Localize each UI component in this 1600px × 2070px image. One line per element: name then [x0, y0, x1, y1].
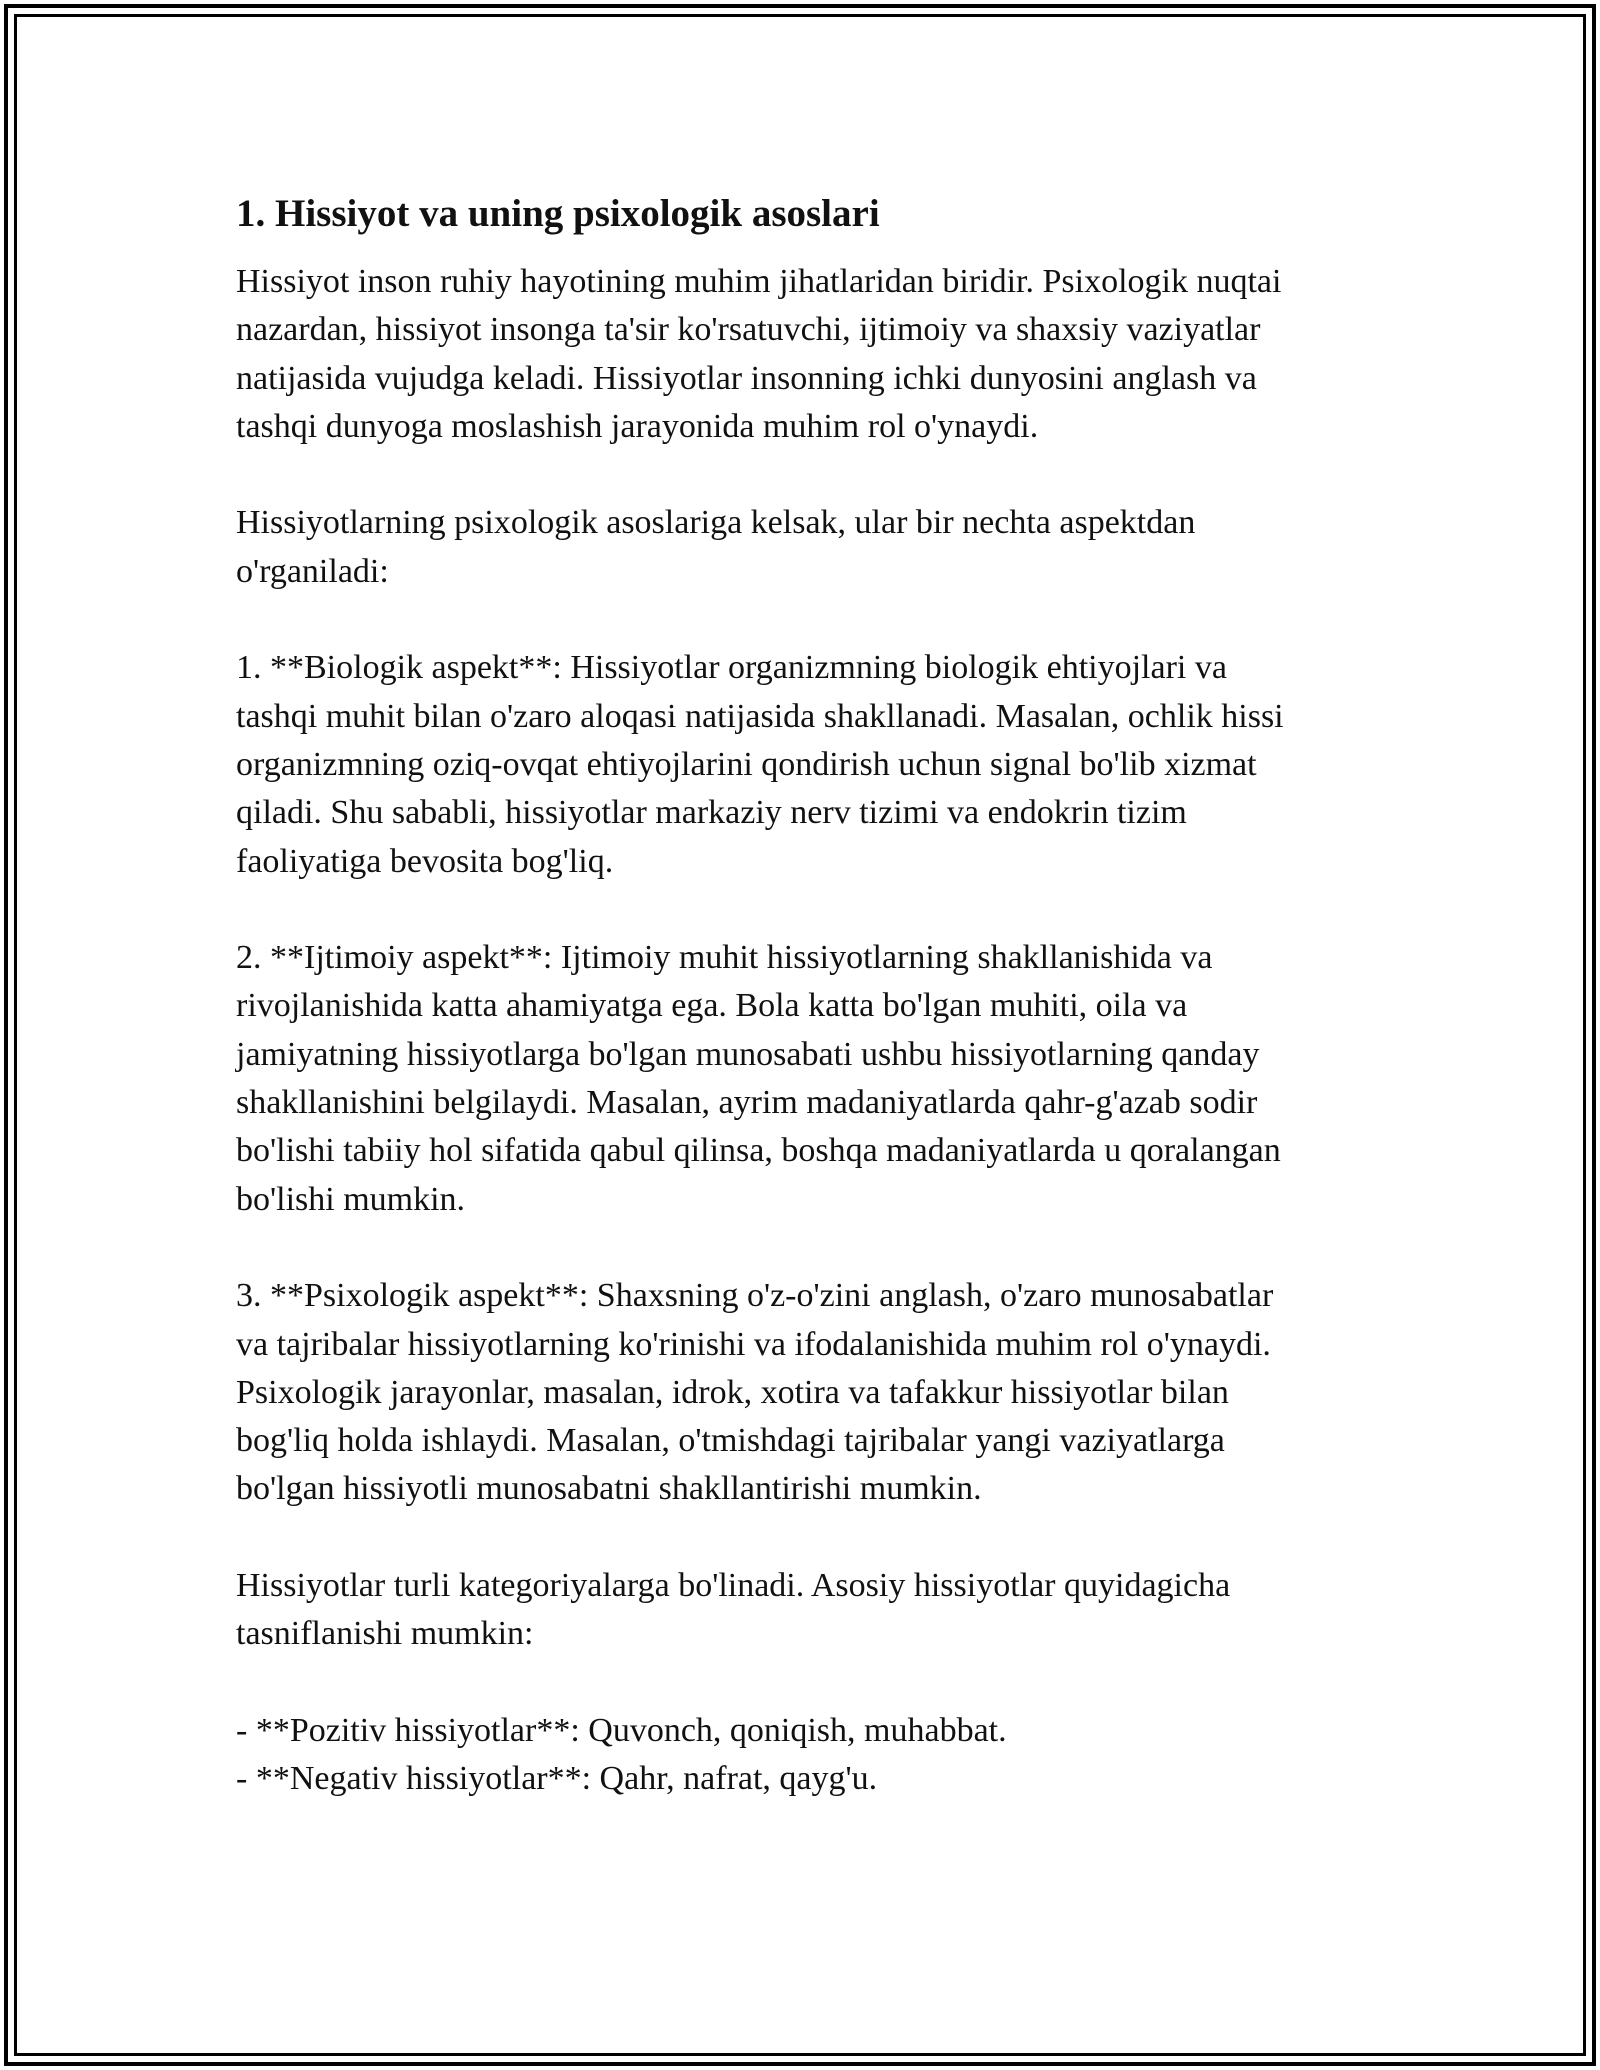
paragraph-gap	[236, 1659, 1396, 1707]
paragraph-gap	[236, 1514, 1396, 1562]
text-line: natijasida vujudga keladi. Hissiyotlar insonning ichki dunyosini anglash va	[236, 359, 1257, 397]
text-line: Hissiyotlar turli kategoriyalarga bo'linadi. Asosiy hissiyotlar quyidagicha	[236, 1567, 1231, 1605]
paragraph-psychological-aspect	[236, 1272, 1396, 1513]
text-line: Psixologik jarayonlar, masalan, idrok, xotira va tafakkur hissiyotlar bilan	[236, 1373, 1229, 1411]
paragraph-gap	[236, 886, 1396, 934]
list-item: - **Negativ hissiyotlar**: Qahr, nafrat, qayg'u.	[236, 1760, 878, 1798]
text-line: 3. **Psixologik aspekt**: Shaxsning o'z-o'zini anglash, o'zaro munosabatlar	[236, 1277, 1274, 1315]
text-line: bo'lishi tabiiy hol sifatida qabul qilinsa, boshqa madaniyatlarda u qoralangan	[236, 1132, 1281, 1170]
paragraph-gap	[236, 1224, 1396, 1272]
text-line: bo'lgan hissiyotli munosabatni shakllantirishi mumkin.	[236, 1470, 982, 1508]
document-body	[236, 190, 1396, 1804]
text-line: organizmning oziq-ovqat ehtiyojlarini qondirish uchun signal bo'lib xizmat	[236, 745, 1257, 783]
text-line: jamiyatning hissiyotlarga bo'lgan munosabati ushbu hissiyotlarning qanday	[236, 1035, 1260, 1073]
text-line: shakllanishini belgilaydi. Masalan, ayrim madaniyatlarda qahr-g'azab sodir	[236, 1084, 1258, 1122]
text-line: tasniflanishi mumkin:	[236, 1615, 534, 1653]
text-line: 1. **Biologik aspekt**: Hissiyotlar organizmning biologik ehtiyojlari va	[236, 649, 1227, 687]
text-line: Hissiyot inson ruhiy hayotining muhim jihatlaridan biridir. Psixologik nuqtai	[236, 263, 1282, 300]
text-line: bog'liq holda ishlaydi. Masalan, o'tmishdagi tajribalar yangi vaziyatlarga	[236, 1422, 1225, 1460]
text-line: faoliyatiga bevosita bog'liq.	[236, 842, 614, 880]
text-line: Hissiyotlarning psixologik asoslariga kelsak, ular bir nechta aspektdan	[236, 504, 1196, 542]
paragraph-intro	[236, 258, 1396, 451]
text-line: bo'lishi mumkin.	[236, 1180, 466, 1218]
text-line: qiladi. Shu sababli, hissiyotlar markaziy nerv tizimi va endokrin tizim	[236, 794, 1187, 832]
text-line: o'rganiladi:	[236, 552, 389, 590]
text-line: nazardan, hissiyot insonga ta'sir ko'rsatuvchi, ijtimoiy va shaxsiy vaziyatlar	[236, 311, 1261, 349]
emotion-category-list	[236, 1707, 1396, 1804]
paragraph-categories	[236, 1562, 1396, 1659]
section-heading: 1. Hissiyot va uning psixologik asoslari	[236, 192, 880, 235]
paragraph-aspects-intro	[236, 499, 1396, 596]
text-line: va tajribalar hissiyotlarning ko'rinishi va ifodalanishida muhim rol o'ynaydi.	[236, 1325, 1271, 1363]
text-line: rivojlanishida katta ahamiyatga ega. Bola katta bo'lgan muhiti, oila va	[236, 987, 1188, 1025]
text-line: 2. **Ijtimoiy aspekt**: Ijtimoiy muhit hissiyotlarning shakllanishida va	[236, 939, 1213, 977]
list-item: - **Pozitiv hissiyotlar**: Quvonch, qoniqish, muhabbat.	[236, 1711, 1007, 1749]
paragraph-gap	[236, 451, 1396, 499]
paragraph-biological-aspect	[236, 644, 1396, 885]
text-line: tashqi muhit bilan o'zaro aloqasi natijasida shakllanadi. Masalan, ochlik hissi	[236, 697, 1284, 735]
text-line: tashqi dunyoga moslashish jarayonida muhim rol o'ynaydi.	[236, 407, 1039, 445]
paragraph-social-aspect	[236, 934, 1396, 1224]
paragraph-gap	[236, 596, 1396, 644]
